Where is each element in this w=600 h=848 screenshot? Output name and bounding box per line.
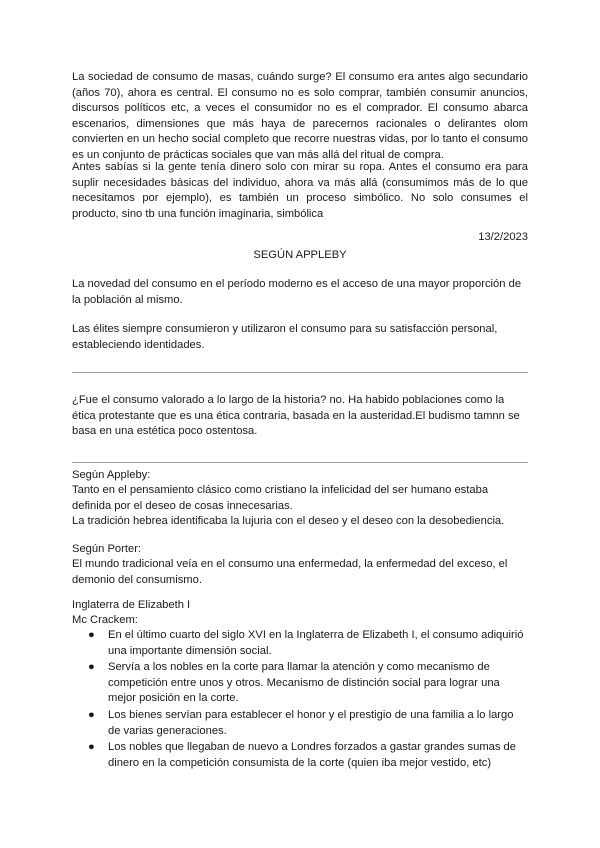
horizontal-divider-2	[72, 462, 528, 463]
list-item-text: Los bienes servían para establecer el honor y el prestigio de una familia a lo largo de varias generaciones.	[108, 708, 514, 737]
list-item	[72, 740, 528, 771]
appleby-paragraph-2: Las élites siempre consumieron y utilizaron el consumo para su satisfacción personal, estableciendo identidades.	[72, 323, 498, 351]
bullet-icon: ●	[88, 629, 95, 641]
horizontal-divider-1	[72, 372, 528, 373]
inglaterra-author: Mc Crackem:	[72, 614, 138, 626]
bullet-icon: ●	[88, 708, 95, 721]
segun-porter-text: El mundo tradicional veía en el consumo una enfermedad, la enfermedad del exceso, el demonio del consumismo.	[72, 558, 508, 586]
list-item-text: En el último cuarto del siglo XVI en la Inglaterra de Elizabeth I, el consumo adiquirió una importante dimensión social.	[108, 629, 524, 657]
appleby-paragraph-1: La novedad del consumo en el período moderno es el acceso de una mayor proporción de la población al mismo.	[72, 278, 522, 306]
bullet-icon: ●	[88, 741, 95, 754]
note-date: 13/2/2023	[478, 231, 528, 243]
inglaterra-bullet-list	[72, 628, 528, 772]
segun-appleby-label: Según Appleby:	[72, 469, 151, 481]
list-item-text: Los nobles que llegaban de nuevo a Londres forzados a gastar grandes sumas de dinero en la competición consumista de la corte (quien iba mejor vestido, etc)	[108, 741, 517, 769]
history-question-paragraph: ¿Fue el consumo valorado a lo largo de la historia? no. Ha habido poblaciones como la ética protestante que es una ética contraria, basada en la austeridad.El budismo tamnn se basa en una estética poco ostentosa.	[72, 394, 520, 438]
bullet-icon: ●	[88, 661, 95, 674]
intro-paragraph-2: Antes sabías si la gente tenía dinero solo con mirar su ropa. Antes el consumo era para suplir necesidades básicas del individuo, ahora va más allá (consumimos más de lo que necesitamos por ejemplo), es también un proceso simbólico. No solo consumes el producto, sino tb una función imaginaria, simbólica	[72, 161, 528, 220]
list-item-text: Servía a los nobles en la corte para llamar la atención y como mecanismo de competición entre unos y otros. Mecanismo de distinción social para lograr una mejor posición en la corte.	[108, 661, 500, 705]
list-item	[72, 708, 528, 739]
segun-porter-label: Según Porter:	[72, 543, 142, 555]
list-item	[72, 628, 528, 659]
segun-appleby-text-2: La tradición hebrea identificaba la lujuria con el deseo y el deseo con la desobediencia.	[72, 515, 505, 527]
list-item	[72, 660, 528, 707]
intro-paragraph-1: La sociedad de consumo de masas, cuándo surge? El consumo era antes algo secundario (años 70), ahora es central. El consumo no es solo comprar, también consumir anuncios, discursos políticos etc, a veces el consumidor no es el comprador. El consumo abarca escenarios, dimensiones que más haya de parecernos racionales o delirantes olom convierten en un hecho social completo que recorre nuestras vidas, por lo tanto el consumo es un conjunto de prácticas sociales que van más allá del ritual de compra.	[72, 71, 528, 161]
inglaterra-title: Inglaterra de Elizabeth I	[72, 599, 191, 611]
section-heading: SEGÚN APPLEBY	[253, 249, 347, 261]
segun-appleby-text-1: Tanto en el pensamiento clásico como cristiano la infelicidad del ser humano estaba definida por el deseo de cosas innecesarias.	[72, 484, 489, 512]
